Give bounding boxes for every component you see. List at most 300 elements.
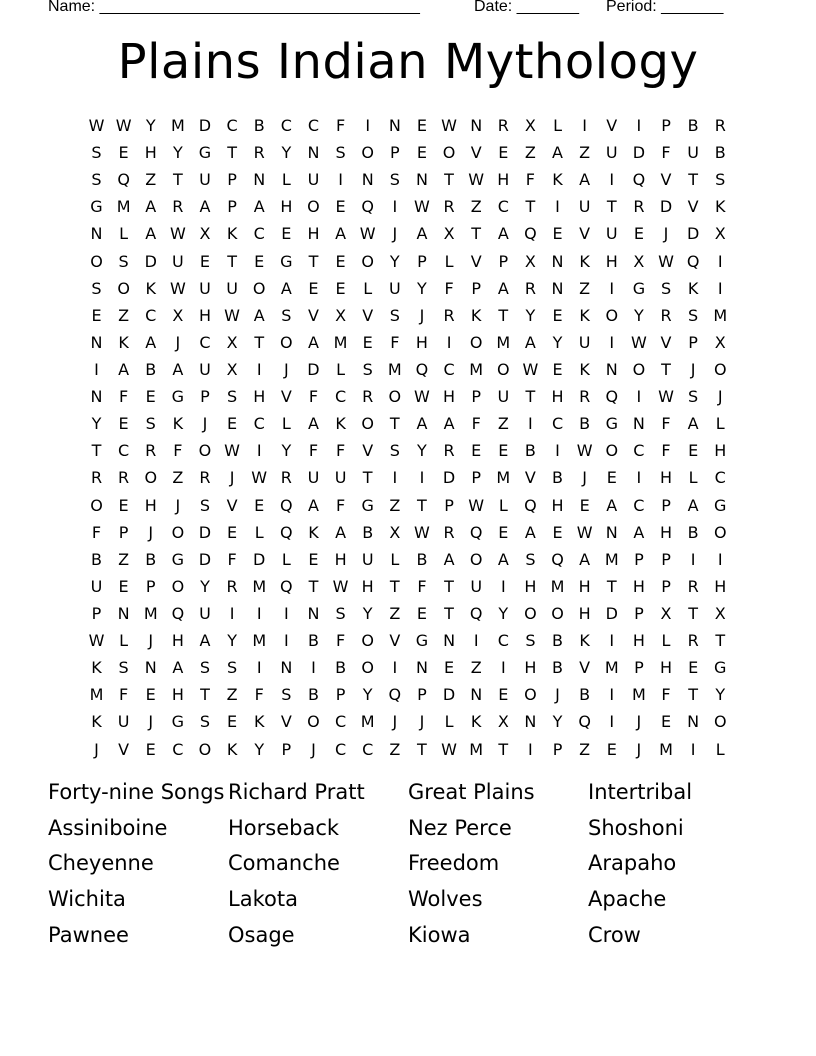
grid-letter: U xyxy=(307,170,320,190)
grid-letter: D xyxy=(307,359,320,379)
grid-letter: W xyxy=(169,278,186,298)
grid-letter: R xyxy=(524,278,536,298)
grid-letter: F xyxy=(661,414,671,434)
grid-letter: I xyxy=(555,197,560,217)
grid-letter: S xyxy=(91,143,102,163)
grid-letter: X xyxy=(714,224,726,244)
grid-letter: S xyxy=(389,170,400,190)
grid-letter: W xyxy=(169,224,186,244)
grid-letter: X xyxy=(714,332,726,352)
grid-letter: I xyxy=(555,441,560,461)
grid-letter: F xyxy=(119,387,129,407)
grid-letter: I xyxy=(528,739,533,759)
grid-letter: A xyxy=(606,495,618,515)
grid-letter: A xyxy=(497,278,509,298)
grid-letter: L xyxy=(281,170,291,190)
grid-letter: H xyxy=(578,603,591,623)
grid-letter: E xyxy=(254,495,265,515)
grid-letter: Q xyxy=(524,495,537,515)
grid-letter: I xyxy=(446,332,452,352)
grid-letter: Z xyxy=(524,143,536,163)
grid-letter: E xyxy=(118,576,129,596)
grid-letter: G xyxy=(171,549,185,569)
grid-letter: V xyxy=(579,658,591,678)
grid-letter: W xyxy=(468,495,485,515)
grid-letter: E xyxy=(335,197,346,217)
grid-letter: X xyxy=(714,603,726,623)
grid-letter: T xyxy=(91,441,102,461)
grid-letter: T xyxy=(606,197,617,217)
grid-letter: H xyxy=(524,658,537,678)
grid-letter: N xyxy=(90,224,103,244)
grid-letter: E xyxy=(227,414,238,434)
grid-letter: R xyxy=(579,387,591,407)
grid-letter: R xyxy=(443,197,455,217)
grid-letter: F xyxy=(335,495,346,515)
grid-letter: O xyxy=(442,143,456,163)
grid-letter: K xyxy=(145,278,156,298)
grid-letter: I xyxy=(528,414,533,434)
grid-letter: L xyxy=(715,739,725,759)
grid-letter: K xyxy=(253,712,265,732)
grid-letter: H xyxy=(198,305,211,325)
grid-letter: E xyxy=(281,224,292,244)
grid-letter: B xyxy=(687,116,699,135)
grid-letter: P xyxy=(634,603,644,623)
grid-letter: L xyxy=(715,414,725,434)
grid-letter: O xyxy=(497,359,510,379)
grid-letter: W xyxy=(224,441,240,461)
grid-letter: U xyxy=(117,712,130,732)
grid-letter: G xyxy=(415,631,429,651)
grid-letter: M xyxy=(387,359,402,379)
grid-letter: R xyxy=(497,116,509,135)
grid-letter: H xyxy=(144,143,157,163)
grid-letter: I xyxy=(392,658,398,678)
grid-letter: J xyxy=(392,224,398,244)
grid-letter: S xyxy=(660,278,672,298)
grid-letter: N xyxy=(524,712,537,732)
grid-letter: Y xyxy=(254,739,265,759)
grid-letter: I xyxy=(609,631,615,651)
grid-letter: F xyxy=(308,441,319,461)
grid-letter: H xyxy=(253,387,266,407)
grid-letter: H xyxy=(415,332,428,352)
grid-letter: B xyxy=(307,631,319,651)
grid-letter: E xyxy=(633,224,644,244)
grid-letter: A xyxy=(335,522,347,542)
grid-letter: N xyxy=(415,170,428,190)
grid-letter: P xyxy=(552,739,563,759)
grid-letter: Z xyxy=(497,414,509,434)
grid-letter: J xyxy=(283,359,289,379)
grid-letter: L xyxy=(444,251,454,271)
grid-letter: O xyxy=(198,441,212,461)
grid-letter: X xyxy=(172,305,184,325)
period-field-label: Period: _______ xyxy=(606,0,724,15)
grid-letter: E xyxy=(145,387,156,407)
grid-letter: X xyxy=(226,332,238,352)
grid-letter: B xyxy=(145,549,157,569)
grid-letter: A xyxy=(497,224,509,244)
grid-letter: F xyxy=(661,441,671,461)
grid-letter: P xyxy=(389,143,400,163)
grid-letter: W xyxy=(658,387,674,407)
grid-letter: K xyxy=(308,522,319,542)
grid-letter: K xyxy=(579,251,590,271)
grid-letter: R xyxy=(90,468,103,488)
grid-letter: H xyxy=(551,387,564,407)
grid-letter: I xyxy=(256,441,262,461)
grid-letter: H xyxy=(660,468,673,488)
grid-letter: R xyxy=(660,305,672,325)
grid-letter: M xyxy=(333,332,348,352)
grid-letter: N xyxy=(117,603,130,623)
grid-letter: F xyxy=(417,576,427,596)
grid-letter: A xyxy=(335,224,347,244)
grid-letter: R xyxy=(253,143,265,163)
grid-letter: D xyxy=(253,549,266,569)
grid-letter: I xyxy=(311,658,316,678)
grid-letter: N xyxy=(415,658,428,678)
grid-letter: N xyxy=(253,170,266,190)
grid-letter: E xyxy=(688,441,699,461)
grid-letter: B xyxy=(687,522,699,542)
grid-letter: W xyxy=(332,576,349,596)
grid-letter: Z xyxy=(389,603,401,623)
grid-row xyxy=(83,410,733,437)
grid-letter: I xyxy=(636,387,642,407)
grid-letter: J xyxy=(229,468,235,488)
grid-letter: M xyxy=(631,685,646,705)
grid-letter: E xyxy=(145,685,156,705)
grid-letter: P xyxy=(661,495,671,515)
grid-letter: I xyxy=(609,712,615,732)
grid-letter: R xyxy=(172,197,184,217)
grid-letter: S xyxy=(688,387,699,407)
grid-letter: N xyxy=(388,116,401,135)
grid-letter: A xyxy=(443,414,455,434)
grid-letter: G xyxy=(198,143,212,163)
word-bank-row xyxy=(48,776,778,812)
word-bank-item: Horseback xyxy=(228,815,340,840)
grid-letter: W xyxy=(576,441,593,461)
grid-letter: H xyxy=(578,576,591,596)
grid-letter: A xyxy=(552,143,563,163)
grid-letter: G xyxy=(632,278,646,298)
student-info-header xyxy=(48,0,748,20)
grid-letter: H xyxy=(660,658,673,678)
grid-letter: D xyxy=(442,468,456,488)
grid-letter: W xyxy=(115,116,132,135)
grid-letter: L xyxy=(254,522,264,542)
grid-letter: C xyxy=(362,739,374,759)
grid-letter: O xyxy=(117,278,130,298)
grid-letter: J xyxy=(690,359,696,379)
grid-letter: H xyxy=(307,224,320,244)
grid-row xyxy=(83,248,733,275)
grid-letter: E xyxy=(443,658,455,678)
grid-letter: D xyxy=(442,685,456,705)
grid-letter: N xyxy=(470,685,483,705)
grid-letter: E xyxy=(606,468,617,488)
word-bank-row xyxy=(48,812,778,848)
grid-letter: K xyxy=(715,197,726,217)
word-bank-item: Lakota xyxy=(228,887,298,912)
grid-letter: S xyxy=(335,603,346,623)
grid-row xyxy=(83,736,733,763)
grid-letter: V xyxy=(470,251,482,271)
grid-letter: Y xyxy=(281,441,292,461)
grid-letter: I xyxy=(609,332,615,352)
grid-letter: S xyxy=(362,359,373,379)
grid-letter: I xyxy=(392,197,398,217)
grid-letter: T xyxy=(498,305,509,325)
grid-letter: T xyxy=(606,576,617,596)
grid-letter: O xyxy=(361,658,374,678)
grid-letter: T xyxy=(362,468,373,488)
grid-letter: B xyxy=(579,685,591,705)
grid-letter: C xyxy=(334,739,347,759)
grid-letter: W xyxy=(88,631,105,651)
grid-letter: K xyxy=(335,414,346,434)
grid-letter: I xyxy=(256,603,262,623)
grid-letter: P xyxy=(417,251,427,271)
grid-letter: O xyxy=(551,603,564,623)
grid-letter: P xyxy=(417,685,427,705)
grid-letter: B xyxy=(145,359,157,379)
grid-row xyxy=(83,573,733,600)
word-bank-item: Osage xyxy=(228,922,295,947)
grid-letter: P xyxy=(200,387,210,407)
grid-letter: Z xyxy=(579,278,591,298)
word-bank-item: Apache xyxy=(588,887,667,912)
grid-letter: W xyxy=(522,359,539,379)
grid-letter: Q xyxy=(469,522,483,542)
grid-letter: I xyxy=(717,278,723,298)
date-field-label: Date: _______ xyxy=(474,0,579,15)
grid-letter: C xyxy=(551,414,564,434)
grid-letter: E xyxy=(660,712,672,732)
grid-letter: E xyxy=(335,251,346,271)
grid-letter: S xyxy=(389,441,400,461)
grid-letter: F xyxy=(661,143,671,163)
grid-letter: P xyxy=(471,278,481,298)
grid-letter: Y xyxy=(525,305,536,325)
grid-letter: I xyxy=(338,170,343,190)
grid-letter: K xyxy=(579,359,590,379)
word-bank-item: Pawnee xyxy=(48,922,129,947)
grid-letter: H xyxy=(632,631,645,651)
grid-letter: E xyxy=(91,305,102,325)
grid-letter: W xyxy=(414,387,430,407)
grid-letter: K xyxy=(226,739,238,759)
grid-letter: A xyxy=(145,332,157,352)
grid-letter: H xyxy=(443,387,456,407)
grid-row xyxy=(83,193,733,220)
grid-letter: V xyxy=(470,143,482,163)
grid-letter: D xyxy=(686,224,700,244)
grid-letter: S xyxy=(335,143,346,163)
grid-letter: F xyxy=(335,441,346,461)
grid-letter: S xyxy=(227,387,238,407)
grid-letter: H xyxy=(714,441,727,461)
grid-letter: R xyxy=(145,441,157,461)
grid-letter: R xyxy=(714,116,726,135)
grid-letter: I xyxy=(256,658,262,678)
grid-letter: L xyxy=(553,116,562,135)
grid-letter: P xyxy=(498,251,509,271)
grid-letter: C xyxy=(497,197,509,217)
grid-letter: Y xyxy=(91,414,102,434)
grid-letter: O xyxy=(252,278,266,298)
grid-letter: O xyxy=(90,495,103,515)
grid-letter: I xyxy=(609,685,615,705)
grid-row xyxy=(83,166,733,193)
grid-letter: U xyxy=(199,170,211,190)
grid-row xyxy=(83,600,733,627)
grid-letter: M xyxy=(659,739,673,759)
grid-letter: F xyxy=(525,170,535,190)
grid-letter: F xyxy=(308,387,319,407)
grid-letter: M xyxy=(604,658,619,678)
grid-letter: T xyxy=(308,576,319,596)
grid-letter: K xyxy=(579,305,590,325)
grid-letter: P xyxy=(444,495,454,515)
grid-letter: Q xyxy=(578,712,591,732)
grid-letter: E xyxy=(145,739,156,759)
grid-letter: B xyxy=(416,549,428,569)
grid-letter: I xyxy=(609,278,615,298)
grid-letter: S xyxy=(199,495,211,515)
grid-letter: N xyxy=(470,116,483,135)
grid-letter: C xyxy=(633,441,645,461)
grid-letter: X xyxy=(633,251,645,271)
grid-letter: D xyxy=(632,143,646,163)
grid-letter: E xyxy=(579,495,590,515)
grid-letter: Z xyxy=(226,685,238,705)
grid-letter: Q xyxy=(171,603,185,623)
grid-letter: R xyxy=(199,468,211,488)
grid-letter: Q xyxy=(469,603,483,623)
grid-letter: E xyxy=(498,441,509,461)
grid-row xyxy=(83,383,733,410)
grid-letter: Z xyxy=(389,495,401,515)
grid-letter: K xyxy=(470,712,482,732)
grid-letter: H xyxy=(497,170,510,190)
grid-letter: O xyxy=(713,359,727,379)
grid-letter: I xyxy=(717,251,723,271)
grid-row xyxy=(83,519,733,546)
grid-letter: E xyxy=(552,522,563,542)
grid-letter: N xyxy=(551,251,564,271)
grid-letter: A xyxy=(199,197,211,217)
grid-letter: I xyxy=(256,359,262,379)
grid-letter: Y xyxy=(172,143,183,163)
grid-letter: R xyxy=(443,522,455,542)
grid-letter: B xyxy=(524,441,536,461)
grid-letter: O xyxy=(605,441,619,461)
grid-letter: Q xyxy=(280,576,293,596)
grid-letter: W xyxy=(88,116,105,135)
grid-letter: W xyxy=(630,332,647,352)
grid-letter: A xyxy=(199,631,211,651)
grid-letter: A xyxy=(687,495,699,515)
grid-letter: E xyxy=(498,685,509,705)
grid-letter: M xyxy=(713,305,728,325)
grid-letter: M xyxy=(496,332,511,352)
grid-row xyxy=(83,275,733,302)
grid-letter: F xyxy=(335,116,346,135)
grid-letter: X xyxy=(524,251,536,271)
grid-letter: E xyxy=(118,414,129,434)
grid-letter: A xyxy=(145,224,157,244)
grid-row xyxy=(83,546,733,573)
grid-letter: P xyxy=(661,116,671,135)
grid-letter: J xyxy=(419,305,425,325)
grid-letter: P xyxy=(661,576,671,596)
grid-letter: H xyxy=(171,685,184,705)
grid-letter: U xyxy=(307,468,320,488)
grid-letter: Z xyxy=(118,305,130,325)
grid-letter: A xyxy=(579,549,591,569)
grid-letter: E xyxy=(552,359,563,379)
grid-letter: T xyxy=(525,197,536,217)
grid-row xyxy=(83,464,733,491)
grid-letter: X xyxy=(389,522,401,542)
grid-letter: Y xyxy=(145,116,156,135)
grid-letter: C xyxy=(199,332,211,352)
grid-letter: J xyxy=(419,712,425,732)
grid-letter: K xyxy=(579,631,590,651)
grid-letter: T xyxy=(444,603,454,623)
grid-letter: P xyxy=(634,658,644,678)
grid-letter: T xyxy=(227,251,237,271)
grid-letter: J xyxy=(148,712,154,732)
grid-letter: U xyxy=(172,251,184,271)
grid-letter: P xyxy=(634,549,644,569)
grid-letter: N xyxy=(307,143,320,163)
grid-letter: T xyxy=(688,170,699,190)
grid-letter: P xyxy=(471,468,481,488)
grid-letter: M xyxy=(550,576,565,596)
grid-letter: R xyxy=(443,305,455,325)
grid-letter: L xyxy=(281,414,291,434)
grid-letter: Q xyxy=(280,495,293,515)
grid-letter: I xyxy=(609,170,615,190)
grid-letter: V xyxy=(280,712,292,732)
grid-letter: T xyxy=(661,359,671,379)
grid-letter: W xyxy=(414,197,430,217)
grid-letter: S xyxy=(525,549,536,569)
grid-letter: L xyxy=(119,224,129,244)
grid-letter: X xyxy=(497,712,509,732)
grid-letter: T xyxy=(389,576,400,596)
grid-letter: S xyxy=(91,170,102,190)
grid-letter: O xyxy=(361,251,374,271)
grid-letter: J xyxy=(636,712,642,732)
grid-letter: G xyxy=(605,414,618,434)
grid-letter: N xyxy=(144,658,157,678)
grid-letter: J xyxy=(582,468,588,488)
grid-letter: S xyxy=(688,305,699,325)
grid-letter: B xyxy=(552,468,564,488)
grid-letter: V xyxy=(118,739,130,759)
grid-letter: C xyxy=(172,739,184,759)
grid-letter: F xyxy=(254,685,264,705)
grid-letter: Z xyxy=(389,739,401,759)
grid-letter: J xyxy=(148,631,154,651)
